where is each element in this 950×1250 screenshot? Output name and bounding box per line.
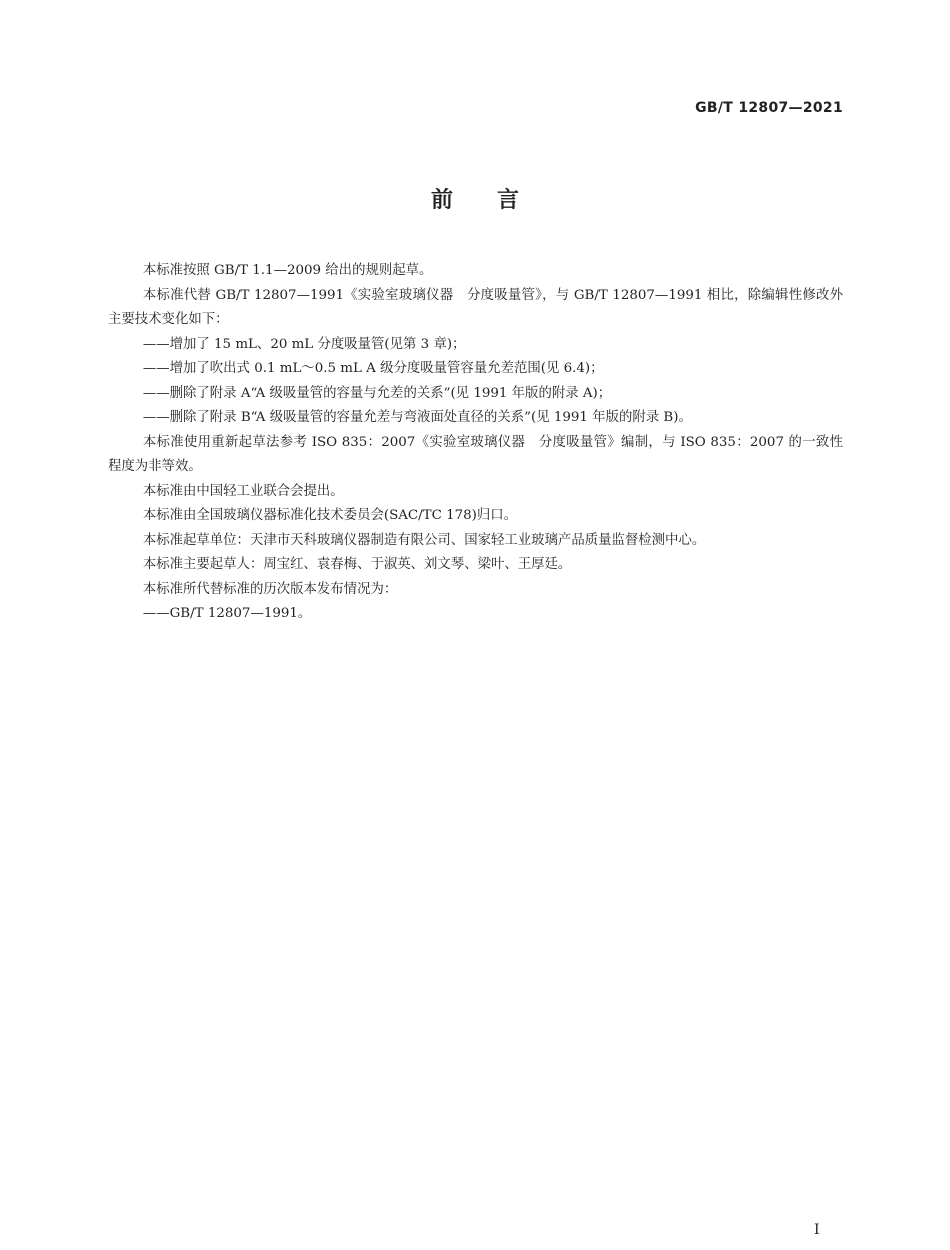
paragraph-committee: 本标准由全国玻璃仪器标准化技术委员会(SAC/TC 178)归口。 (142, 508, 518, 523)
change-item-3: ——删除了附录 A“A 级吸量管的容量与允差的关系”(见 1991 年版的附录 A)； (142, 385, 612, 401)
paragraph-iso-reference: 本标准使用重新起草法参考 ISO 835：2007《实验室玻璃仪器 分度吸量管》编制，与 ISO 835：2007 的一致性程度为非等效。 (108, 434, 843, 474)
standard-number: GB/T 12807—2021 (695, 100, 843, 116)
change-item-2: ——增加了吹出式 0.1 mL～0.5 mL A 级分度吸量管容量允差范围(见 6.4)； (142, 361, 604, 376)
page-number: I (814, 1222, 820, 1238)
change-item-1: ——增加了 15 mL、20 mL 分度吸量管(见第 3 章)； (142, 336, 466, 352)
paragraph-proposer: 本标准由中国轻工业联合会提出。 (142, 483, 344, 499)
paragraph-drafting-rules: 本标准按照 GB/T 1.1—2009 给出的规则起草。 (142, 263, 433, 278)
paragraph-history-intro: 本标准所代替标准的历次版本发布情况为： (142, 581, 398, 597)
document-body (108, 259, 843, 627)
paragraph-drafters: 本标准主要起草人：周宝红、袁春梅、于淑英、刘文琴、梁叶、王厚廷。 (142, 557, 572, 572)
paragraph-replacement: 本标准代替 GB/T 12807—1991《实验室玻璃仪器 分度吸量管》，与 GB/T 12807—1991 相比，除编辑性修改外主要技术变化如下： (108, 287, 843, 327)
change-item-4: ——删除了附录 B“A 级吸量管的容量允差与弯液面处直径的关系”(见 1991 年版的附录 B)。 (142, 410, 692, 425)
paragraph-drafting-units: 本标准起草单位：天津市天科玻璃仪器制造有限公司、国家轻工业玻璃产品质量监督检测中心。 (142, 532, 706, 548)
page-title: 前言 (430, 188, 563, 213)
history-item-1: ——GB/T 12807—1991。 (142, 606, 312, 621)
